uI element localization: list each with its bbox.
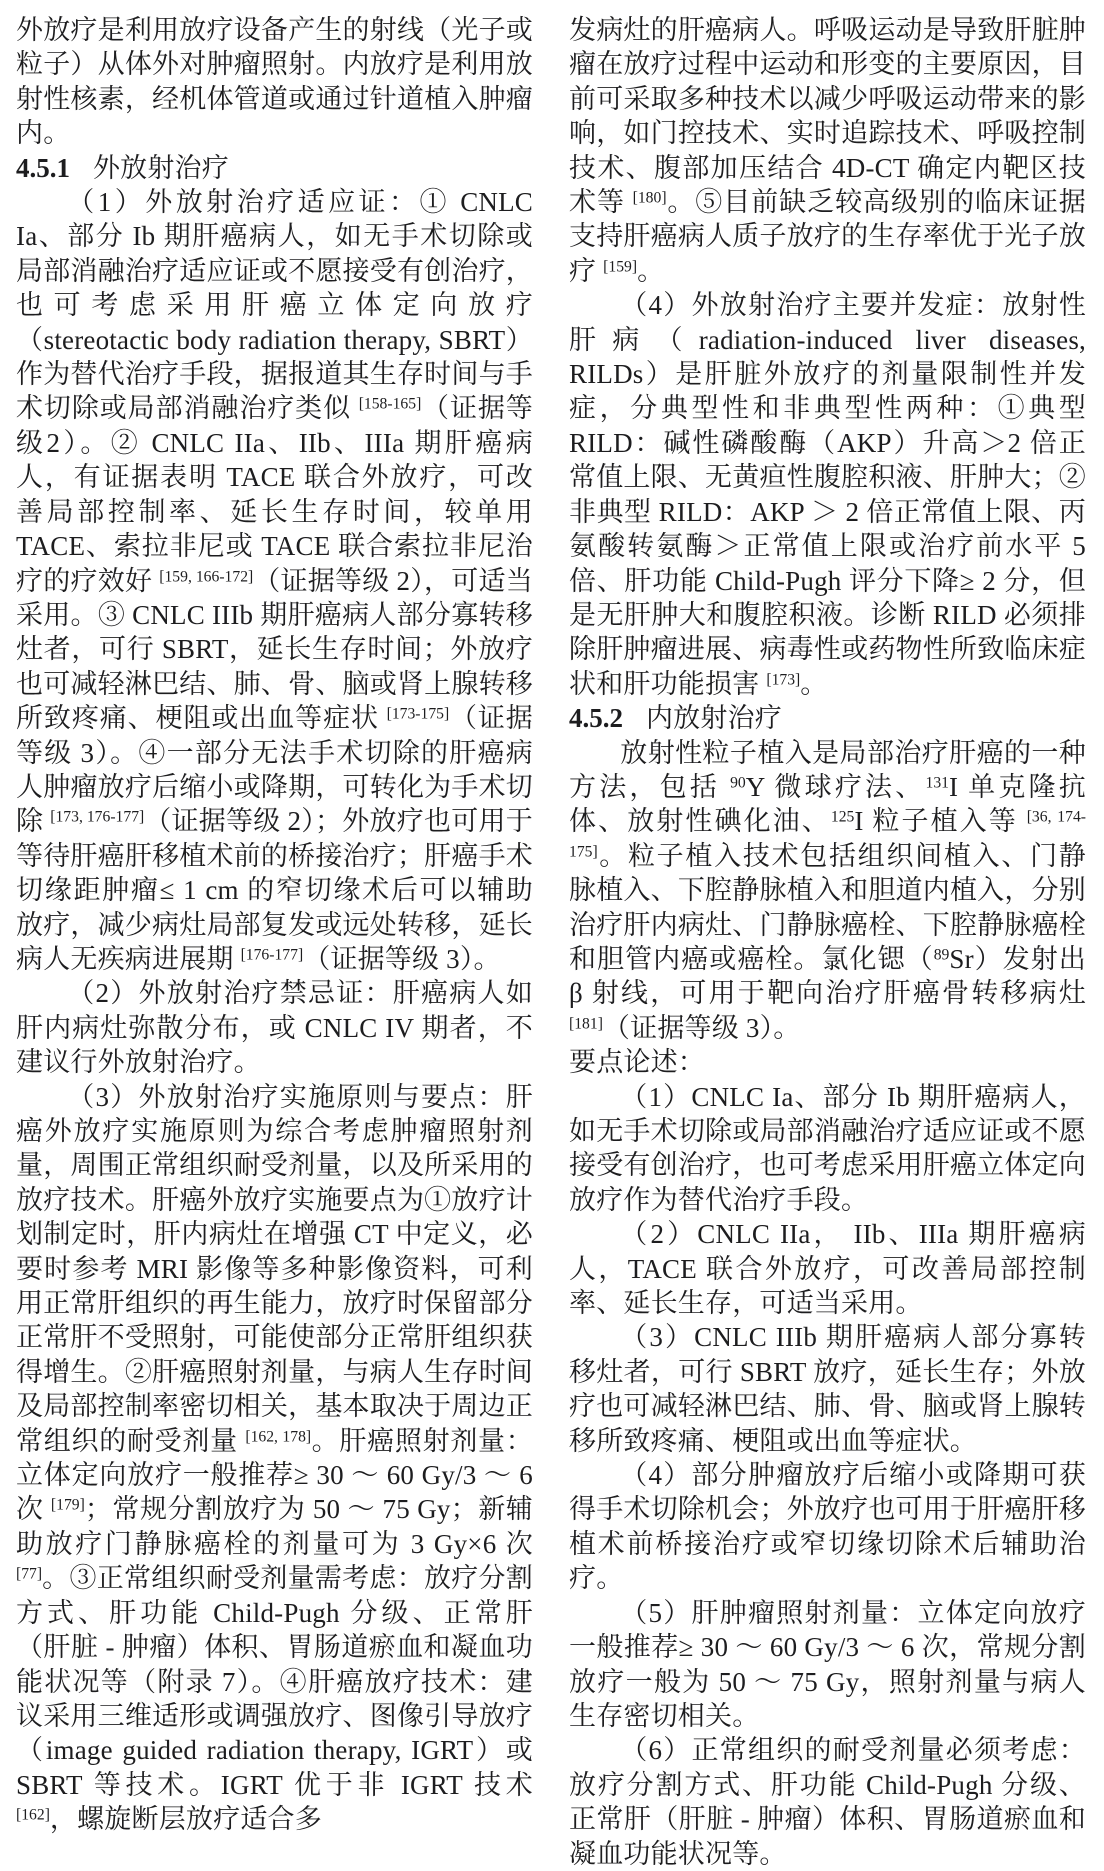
reference-superscript: [179] [50,1496,85,1514]
paragraph: （6）正常组织的耐受剂量必须考虑：放疗分割方式、肝功能 Child-Pugh 分级、正常肝（肝脏 - 肿瘤）体积、胃肠道瘀血和凝血功能状况等。 [569,1735,1086,1869]
reference-superscript: [176-177] [240,946,304,964]
paragraph: 发病灶的肝癌病人。呼吸运动是导致肝脏肿瘤在放疗过程中运动和形变的主要原因，目前可采取多种技术以减少呼吸运动带来的影响，如门控技术、实时追踪技术、呼吸控制技术、腹部加压结合 4D-CT 确定内靶区技术等 [180]。⑤目前缺乏较高级别的临床证据支持肝癌病人质子放疗的生存率优于光子放疗 [159]。 [569,15,1086,286]
paragraph: （4）部分肿瘤放疗后缩小或降期可获得手术切除机会；外放疗也可用于肝癌肝移植术前桥接治疗或窄切缘切除术后辅助治疗。 [569,1460,1086,1594]
section-title: 内放射治疗 [645,703,782,734]
reference-superscript: [173, 176-177] [50,808,145,826]
reference-superscript: 90 [730,774,746,792]
paragraph: （2）外放射治疗禁忌证：肝癌病人如肝内病灶弥散分布，或 CNLC IV 期者，不建议行外放射治疗。 [16,978,533,1078]
reference-superscript: 89 [933,946,950,964]
reference-superscript: 125 [830,808,855,826]
right-column [569,13,1086,1869]
reference-superscript: [77] [16,1565,43,1583]
paragraph: （3）外放射治疗实施原则与要点：肝癌外放疗实施原则为综合考虑肿瘤照射剂量，周围正常组织耐受剂量，以及所采用的放疗技术。肝癌外放疗实施要点为①放疗计划制定时，肝内病灶在增强 CT 中定义，必要时参考 MRI 影像等多种影像资料，可利用正常肝组织的再生能力，放疗时保留部分正常肝不受照射，可能使部分正常肝组织获得增生。②肝癌照射剂量，与病人生存时间及局部控制率密切相关，基本取决于周边正常组织的耐受剂量 [162, 178]。肝癌照射剂量：立体定向放疗一般推荐≥ 30 ～ 60 Gy/3 ～ 6 次 [179]；常规分割放疗为 50 ～ 75 Gy；新辅助放疗门静脉癌栓的剂量可为 3 Gy×6 次 [77]。③正常组织耐受剂量需考虑：放疗分割方式、肝功能 Child-Pugh 分级、正常肝（肝脏 - 肿瘤）体积、胃肠道瘀血和凝血功能状况等（附录 7）。④肝癌放疗技术：建议采用三维适形或调强放疗、图像引导放疗（image guided radiation therapy, IGRT）或 SBRT 等技术。IGRT 优于非 IGRT 技术 [162]，螺旋断层放疗适合多 [16,1081,533,1835]
reference-superscript: [173] [766,671,801,689]
reference-superscript: [159, 166-172] [159,567,254,585]
paragraph: （1）外放射治疗适应证：① CNLC Ia、部分 Ib 期肝癌病人，如无手术切除或局部消融治疗适应证或不愿接受有创治疗，也可考虑采用肝癌立体定向放疗（stereotactic body radiation therapy, SBRT）作为替代治疗手段，据报道其生存时间与手术切除或局部消融治疗类似 [158-165]（证据等级2）。② CNLC IIa、IIb、IIIa 期肝癌病人，有证据表明 TACE 联合外放疗，可改善局部控制率、延长生存时间，较单用 TACE、索拉非尼或 TACE 联合索拉非尼治疗的疗效好 [159, 166-172]（证据等级 2），可适当采用。③ CNLC IIIb 期肝癌病人部分寡转移灶者，可行 SBRT，延长生存时间；外放疗也可减轻淋巴结、肺、骨、脑或肾上腺转移所致疼痛、梗阻或出血等症状 [173-175]（证据等级 3）。④一部分无法手术切除的肝癌病人肿瘤放疗后缩小或降期，可转化为手术切除 [173, 176-177]（证据等级 2）；外放疗也可用于等待肝癌肝移植术前的桥接治疗；肝癌手术切缘距肿瘤≤ 1 cm 的窄切缘术后可以辅助放疗，减少病灶局部复发或远处转移，延长病人无疾病进展期 [176-177]（证据等级 3）。 [16,187,534,974]
reference-superscript: [36, 174-175] [569,808,1086,861]
section-number: 4.5.2 [569,703,623,734]
section-heading [569,701,1086,735]
section-number: 4.5.1 [16,152,70,183]
paragraph: 要点论述： [569,1047,705,1078]
reference-superscript: [162] [16,1806,50,1824]
paragraph: （4）外放射治疗主要并发症：放射性肝病（radiation-induced liver diseases, RILDs）是肝脏外放疗的剂量限制性并发症，分典型性和非典型性两种：①典型 RILD：碱性磷酸酶（AKP）升高＞2 倍正常值上限、无黄疸性腹腔积液、肝肿大；②非典型 RILD：AKP ＞ 2 倍正常值上限、丙氨酸转氨酶＞正常值上限或治疗前水平 5 倍、肝功能 Child-Pugh 评分下降≥ 2 分，但是无肝肿大和腹腔积液。诊断 RILD 必须排除肝肿瘤进展、病毒性或药物性所致临床症状和肝功能损害 [173]。 [569,290,1086,699]
paragraph: 外放疗是利用放疗设备产生的射线（光子或粒子）从体外对肿瘤照射。内放疗是利用放射性核素，经机体管道或通过针道植入肿瘤内。 [16,15,533,149]
section-title: 外放射治疗 [92,152,229,183]
reference-superscript: [159] [603,258,638,276]
reference-superscript: [158-165] [358,395,422,413]
reference-superscript: [181] [569,1015,603,1033]
reference-superscript: [180] [632,189,667,207]
paragraph: （1）CNLC Ia、部分 Ib 期肝癌病人，如无手术切除或局部消融治疗适应证或不愿接受有创治疗，也可考虑采用肝癌立体定向放疗作为替代治疗手段。 [569,1081,1086,1215]
reference-superscript: [162, 178] [245,1428,312,1446]
section-heading [16,151,533,185]
reference-superscript: [173-175] [386,705,450,723]
left-column [16,13,534,1835]
paragraph: 放射性粒子植入是局部治疗肝癌的一种方法，包括 $^{90}$Y 微球疗法、$^{131}$I 单克隆抗体、放射性碘化油、$^{125}$I 粒子植入等 [36, 174-175]。粒子植入技术包括组织间植入、门静脉植入、下腔静脉植入和胆道内植入，分别治疗肝内病灶、门静脉癌栓、下腔静脉癌栓和胆管内癌或癌栓。氯化锶（$^{89}$Sr）发射出 β 射线，可用于靶向治疗肝癌骨转移病灶 [181]（证据等级 3）。 [569,737,1086,1043]
reference-superscript: 131 [925,774,949,792]
paragraph: （2）CNLC IIa， IIb、IIIa 期肝癌病人，TACE 联合外放疗，可改善局部控制率、延长生存，可适当采用。 [569,1219,1086,1319]
paragraph: （5）肝肿瘤照射剂量：立体定向放疗一般推荐≥ 30 ～ 60 Gy/3 ～ 6 次，常规分割放疗一般为 50 ～ 75 Gy，照射剂量与病人生存密切相关。 [569,1597,1086,1731]
paragraph: （3）CNLC IIIb 期肝癌病人部分寡转移灶者，可行 SBRT 放疗，延长生存；外放疗也可减轻淋巴结、肺、骨、脑或肾上腺转移所致疼痛、梗阻或出血等症状。 [569,1322,1086,1456]
